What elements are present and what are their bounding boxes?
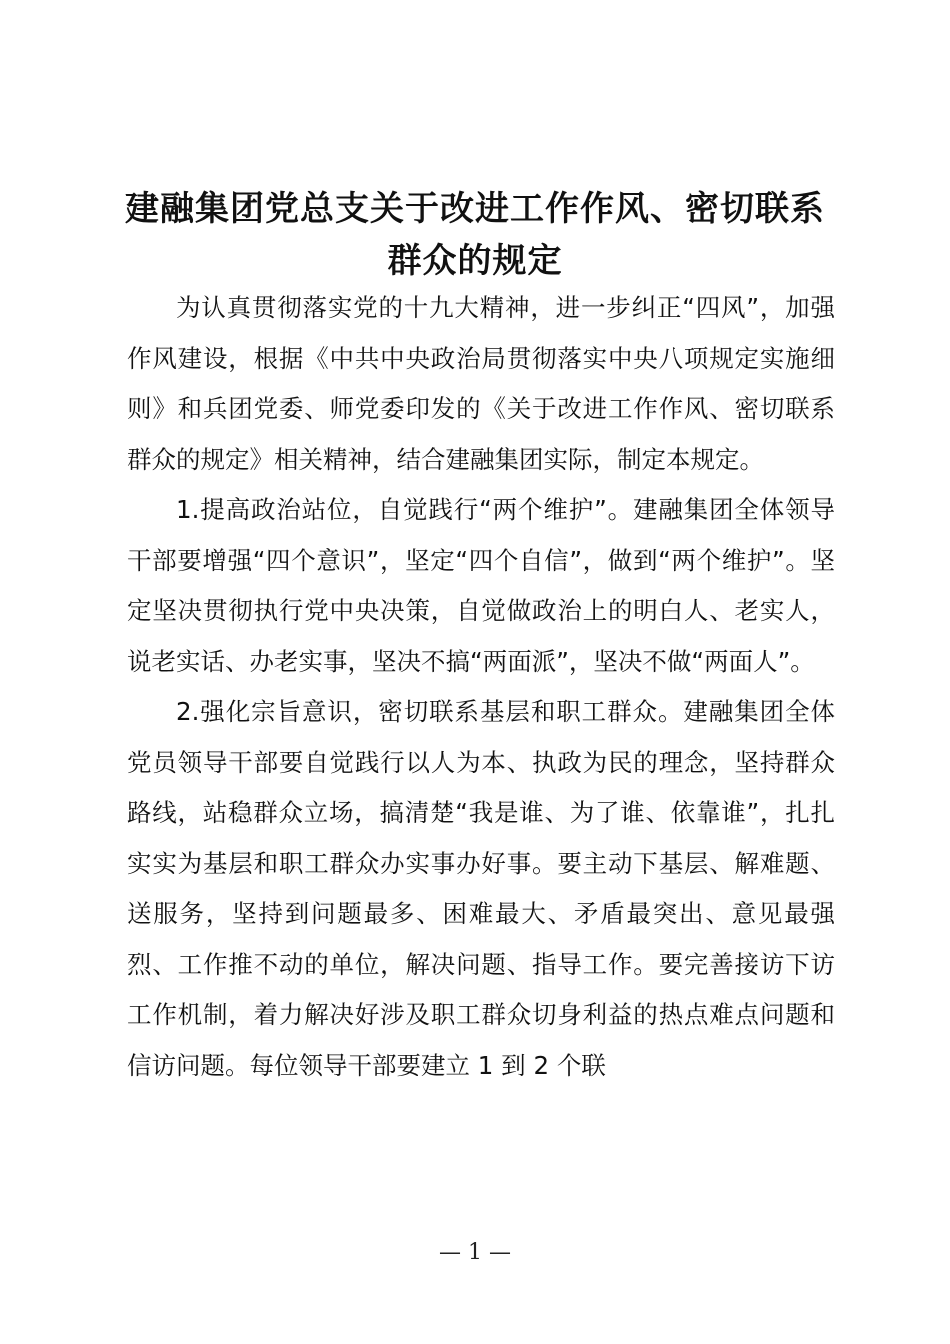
paragraph-intro: 为认真贯彻落实党的十九大精神，进一步纠正“四风”，加强作风建设，根据《中共中央政治局贯彻落实中央八项规定实施细则》和兵团党委、师党委印发的《关于改进工作作风、密切联系群众的规定》相关精神，结合建融集团实际，制定本规定。	[127, 293, 835, 474]
document-title	[110, 183, 840, 287]
paragraph-item-1: 1.提高政治站位，自觉践行“两个维护”。建融集团全体领导干部要增强“四个意识”，坚定“四个自信”，做到“两个维护”。坚定坚决贯彻执行党中央决策，自觉做政治上的明白人、老实人，说老实话、办老实事，坚决不搞“两面派”，坚决不做“两面人”。	[127, 495, 835, 676]
title-line-2: 群众的规定	[387, 241, 563, 281]
title-line-1: 建融集团党总支关于改进工作作风、密切联系	[125, 189, 825, 229]
paragraph-item-2: 2.强化宗旨意识，密切联系基层和职工群众。建融集团全体党员领导干部要自觉践行以人为本、执政为民的理念，坚持群众路线，站稳群众立场，搞清楚“我是谁、为了谁、依靠谁”，扎扎实实为基层和职工群众办实事办好事。要主动下基层、解难题、送服务，坚持到问题最多、困难最大、矛盾最突出、意见最强烈、工作推不动的单位，解决问题、指导工作。要完善接访下访工作机制，着力解决好涉及职工群众切身利益的热点难点问题和信访问题。每位领导干部要建立 1 到 2 个联	[127, 697, 835, 1080]
page-number: — 1 —	[439, 1240, 511, 1265]
document-body	[127, 283, 835, 1091]
